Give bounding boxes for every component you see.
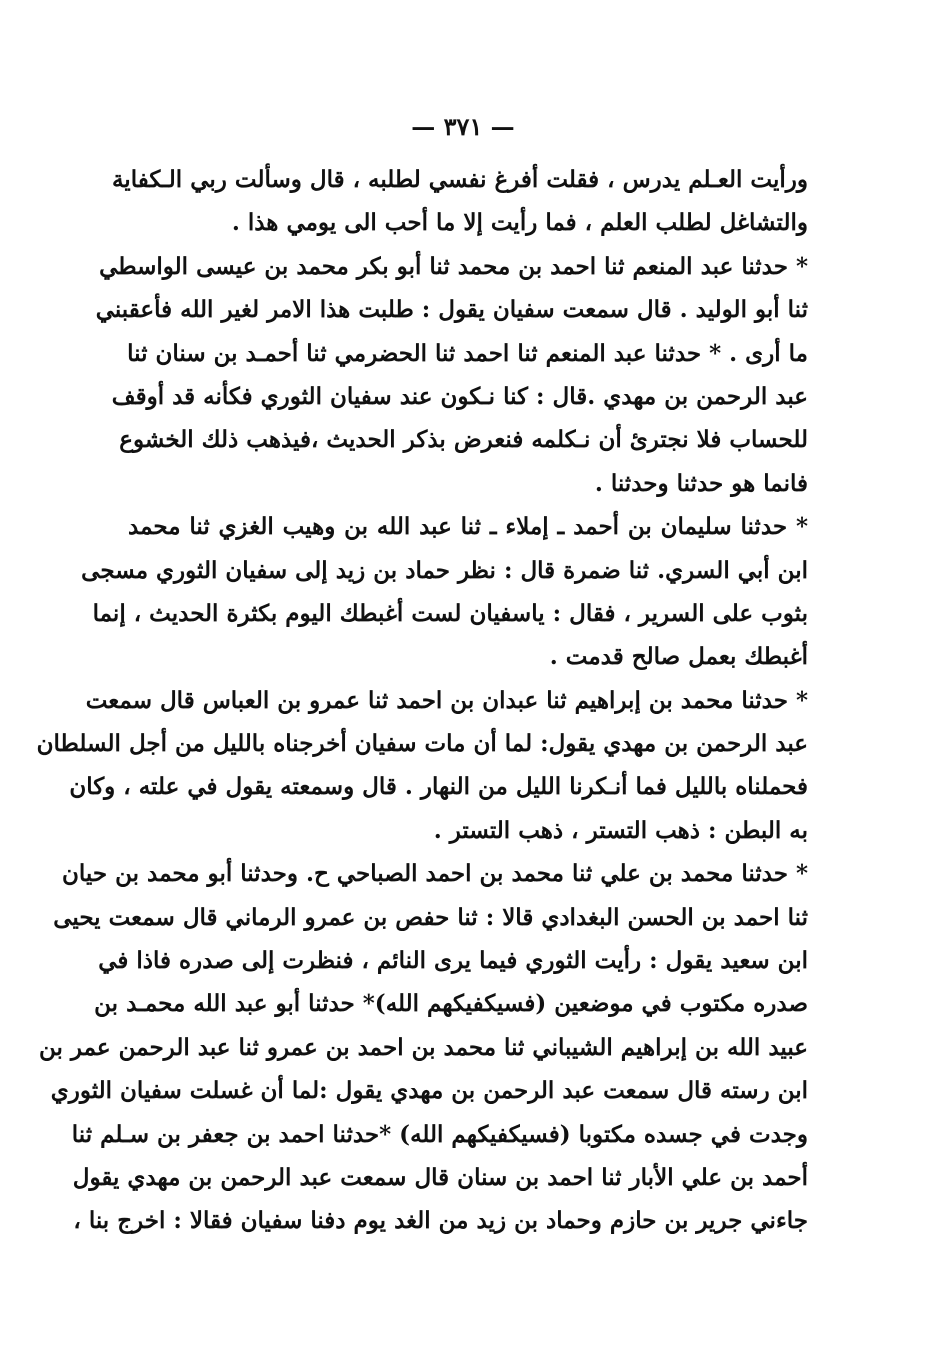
text-line: ثنا احمد بن الحسن البغدادي قالا : ثنا حفص بن عمرو الرماني قال سمعت يحيى [53,903,808,931]
text-line: به البطن : ذهب التستر ، ذهب التستر . [433,816,808,844]
text-line: عبد الرحمن بن مهدي .قال : كنا نـكون عند سفيان الثوري فكأنه قد أوقف [111,382,808,410]
text-line: ورأيت العـلم يدرس ، فقلت أفرغ نفسي لطلبه ، قال وسألت ربي الـكفاية [111,166,808,193]
text-line: ابن رسته قال سمعت عبد الرحمن بن مهدي يقول :لما أن غسلت سفيان الثوري [50,1077,808,1105]
text-line: * حدثنا عبد المنعم ثنا احمد بن محمد ثنا أبو بكر محمد بن عيسى الواسطي [99,252,808,280]
text-line: أحمد بن علي الأبار ثنا احمد بن سنان قال سمعت عبد الرحمن بن مهدي يقول [72,1163,808,1191]
text-line: * حدثنا سليمان بن أحمد ـ إملاء ـ ثنا عبد الله بن وهيب الغزي ثنا محمد [128,513,808,541]
text-line: صدره مكتوب في موضعين (فسيكفيكهم الله)* حدثنا أبو عبد الله محمـد بن [94,990,808,1018]
text-line: ثنا أبو الوليد . قال سمعت سفيان يقول : طلبت هذا الامر لغير الله فأعقبني [95,296,808,324]
text-line: للحساب فلا نجترئ أن نـكلمه فنعرض بذكر الحديث ،فيذهب ذلك الخشوع [119,426,808,454]
text-line: عبد الرحمن بن مهدي يقول: لما أن مات سفيان أخرجناه بالليل من أجل السلطان [36,730,808,758]
text-line: عبيد الله بن إبراهيم الشيباني ثنا محمد بن احمد بن عمرو ثنا عبد الرحمن عمر بن [39,1033,808,1061]
text-line: بثوب على السرير ، فقال : ياسفيان لست أغبطك اليوم بكثرة الحديث ، إنما [92,599,808,627]
text-line: ابن أبي السري. ثنا ضمرة قال : نظر حماد بن زيد إلى سفيان الثوري مسجى [81,556,808,584]
text-line: * حدثنا محمد بن إبراهيم ثنا عبدان بن احمد ثنا عمرو بن العباس قال سمعت [85,686,808,714]
text-line: فحملناه بالليل فما أنـكرنا الليل من النهار . قال وسمعته يقول في علته ، وكان [69,773,808,801]
page-number: — ٣٧١ — [411,112,515,141]
text-line: ابن سعيد يقول : رأيت الثوري فيما يرى النائم ، فنظرت إلى صدره فاذا في [98,947,808,975]
text-line: جاءني جرير بن حازم وحماد بن زيد من الغد يوم دفنا سفيان فقالا : اخرج بنا ، [73,1207,808,1235]
body-text [36,158,808,1243]
text-line: وجدت في جسده مكتوبا (فسيكفيكهم الله) *حدثنا احمد بن جعفر بن سـلم ثنا [71,1120,808,1148]
text-line: ما أرى . * حدثنا عبد المنعم ثنا احمد ثنا الحضرمي ثنا أحمـد بن سنان ثنا [127,339,808,367]
text-line: * حدثنا محمد بن علي ثنا محمد بن احمد الصباحي ح. وحدثنا أبو محمد بن حيان [62,860,808,888]
text-line: والتشاغل لطلب العلم ، فما رأيت إلا ما أحب الى يومي هذا . [231,209,808,237]
text-line: فانما هو حدثنا وحدثنا . [594,469,808,497]
text-line: أغبطك بعمل صالح قدمت . [549,643,808,671]
